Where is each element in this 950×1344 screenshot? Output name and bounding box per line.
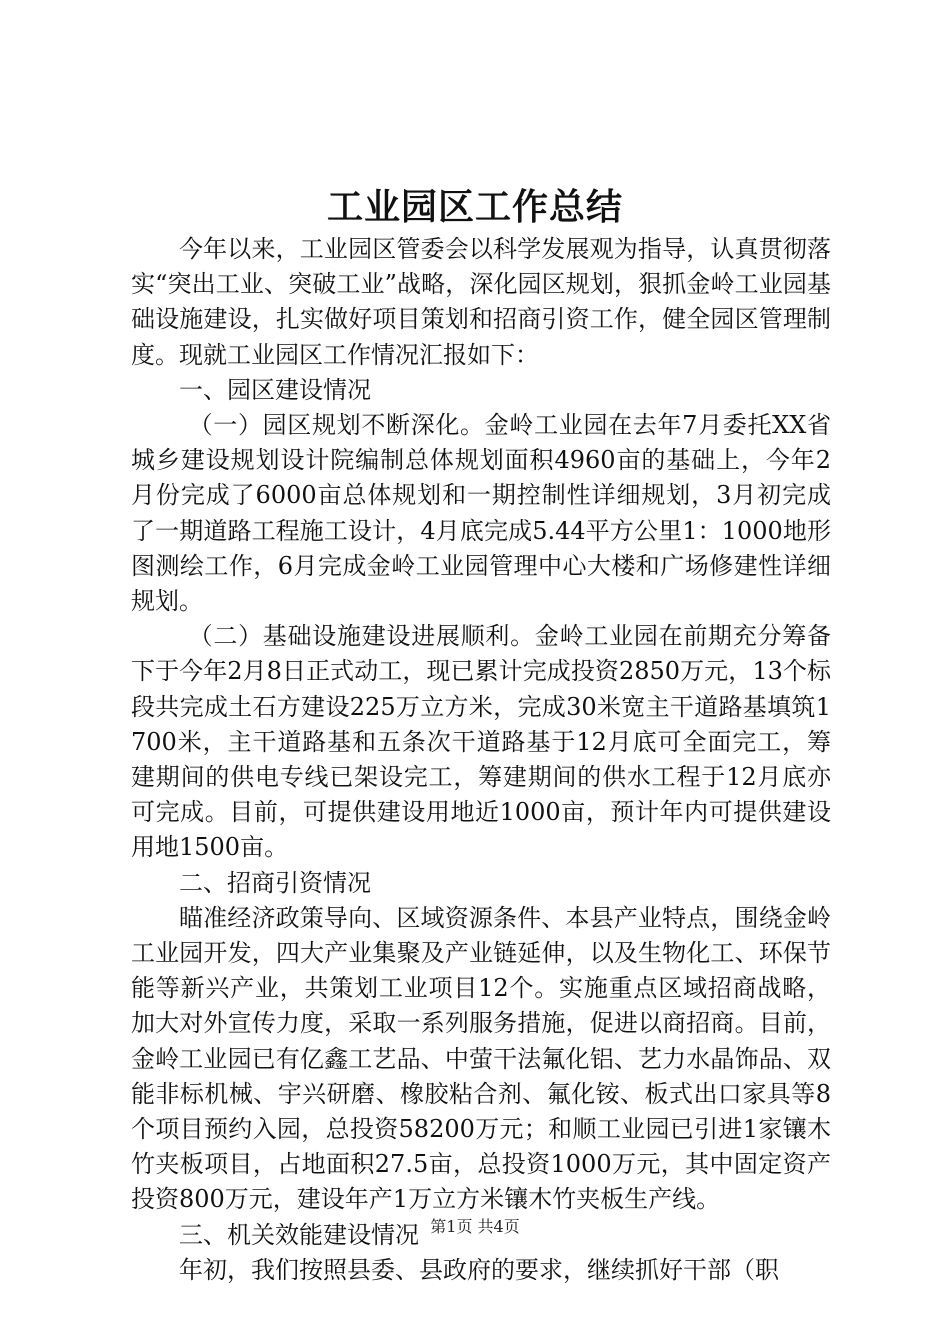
document-body (131, 232, 831, 1288)
paragraph-efficiency: 年初，我们按照县委、县政府的要求，继续抓好干部（职 (179, 1255, 779, 1284)
section-heading-investment: 二、招商引资情况 (179, 868, 371, 897)
section-heading-park-construction: 一、园区建设情况 (179, 375, 371, 404)
paragraph-park-planning: （一）园区规划不断深化。金岭工业园在去年7月委托XX省城乡建设规划设计院编制总体规划面积4960亩的基础上，今年2月份完成了6000亩总体规划和一期控制性详细规划，3月初完成了一期道路工程施工设计，4月底完成5.44平方公里1：1000地形图测绘工作，6月完成金岭工业园管理中心大楼和广场修建性详细规划。 (131, 411, 831, 616)
document-title: 工业园区工作总结 (326, 187, 623, 228)
intro-paragraph: 今年以来，工业园区管委会以科学发展观为指导，认真贯彻落实“突出工业、突破工业”战略，深化园区规划，狠抓金岭工业园基础设施建设，扎实做好项目策划和招商引资工作，健全园区管理制度。现就工业园区工作情况汇报如下： (131, 235, 831, 369)
paragraph-investment: 瞄准经济政策导向、区域资源条件、本县产业特点，围绕金岭工业园开发，四大产业集聚及产业链延伸，以及生物化工、环保节能等新兴产业，共策划工业项目12个。实施重点区域招商战略，加大对外宣传力度，采取一系列服务措施，促进以商招商。目前，金岭工业园已有亿鑫工艺品、中萤干法氟化铝、艺力水晶饰品、双能非标机械、宇兴研磨、橡胶粘合剂、氟化铵、板式出口家具等8个项目预约入园，总投资58200万元；和顺工业园已引进1家镶木竹夹板项目，占地面积27.5亩，总投资1000万元，其中固定资产投资800万元，建设年产1万立方米镶木竹夹板生产线。 (131, 903, 831, 1214)
page-number-footer: 第1页 共4页 (430, 1217, 520, 1236)
section-heading-efficiency: 三、机关效能建设情况 (179, 1220, 419, 1249)
paragraph-infrastructure: （二）基础设施建设进展顺利。金岭工业园在前期充分筹备下于今年2月8日正式动工，现已累计完成投资2850万元，13个标段共完成土石方建设225万立方米，完成30米宽主干道路基填筑1700米，主干道路基和五条次干道路基于12月底可全面完工，筹建期间的供电专线已架设完工，筹建期间的供水工程于12月底亦可完成。目前，可提供建设用地近1000亩，预计年内可提供建设用地1500亩。 (131, 622, 831, 862)
